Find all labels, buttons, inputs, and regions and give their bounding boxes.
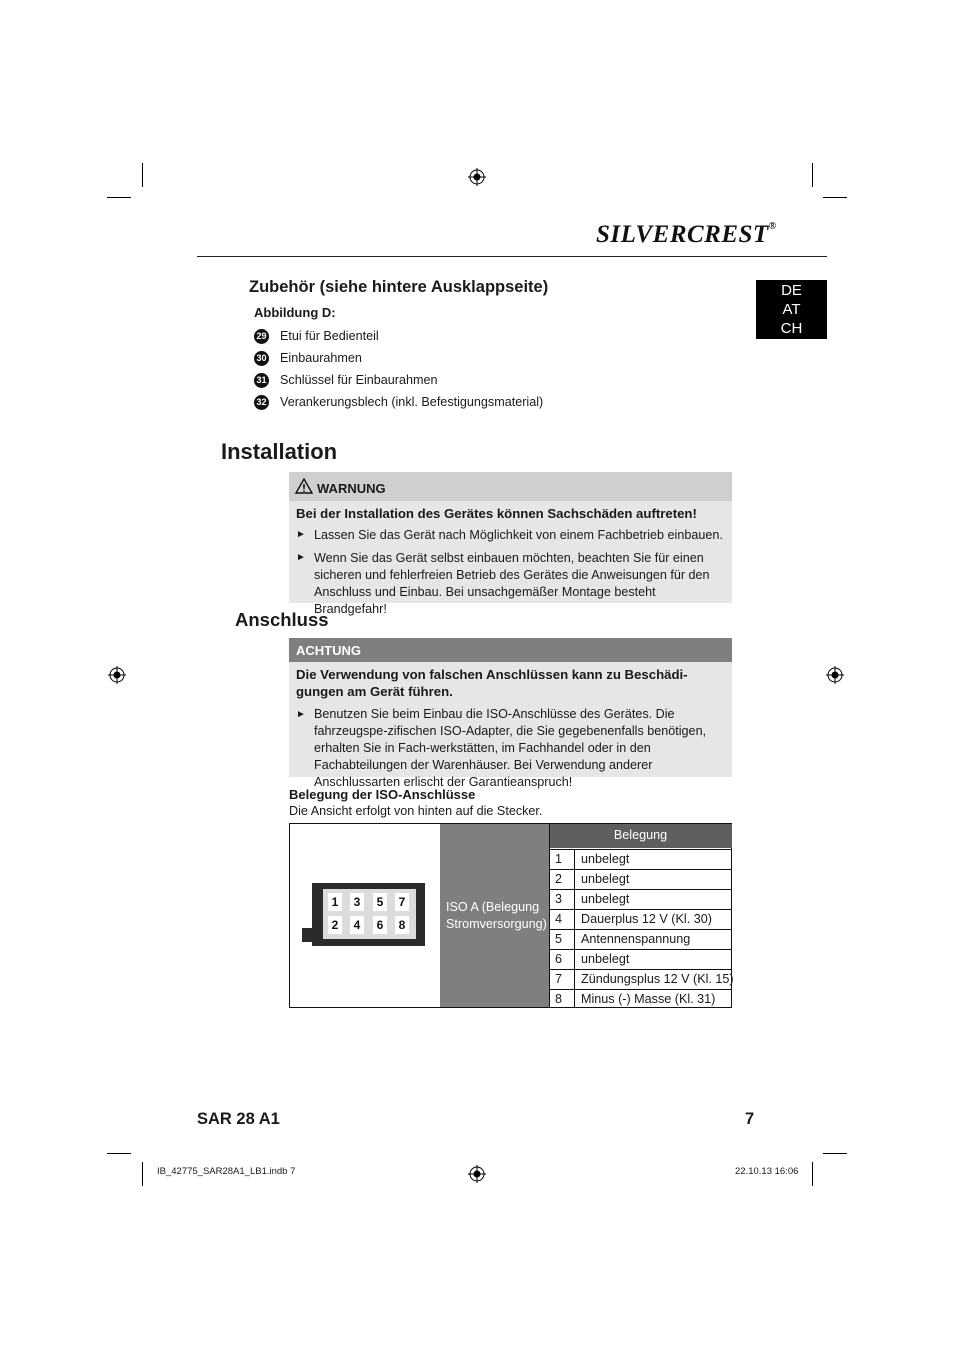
iso-note: Die Ansicht erfolgt von hinten auf die Stecker. [289,804,543,818]
crop-mark [107,197,131,198]
warning-header [289,472,732,501]
pin-number: 1 [549,850,575,869]
warning-panel [289,472,732,616]
bullet-arrow-icon: ► [296,709,306,720]
iso-assignment-table [289,823,732,1008]
pin-assignment: Zündungsplus 12 V (Kl. 15) [581,972,734,986]
table-row [549,929,732,949]
language-code: DE [781,282,802,299]
connector-tab [302,928,314,942]
iso-heading: Belegung der ISO-Anschlüsse [289,787,476,802]
connector-pin: 6 [373,916,387,934]
warning-bullet: Wenn Sie das Gerät selbst einbauen möchten, beachten Sie für einen sicheren und fehlerfreien Betrieb des Gerätes die Anweisungen für den Anschluss und Einbau. Bei unsachgemäßer Montage besteht Brandgefahr! [314,551,710,616]
crop-mark [142,1162,143,1186]
page-number: 7 [745,1110,755,1128]
caution-statement: Die Verwendung von falschen Anschlüssen kann zu Beschädi-gungen am Gerät führen. [296,667,688,699]
table-row [549,909,732,929]
crop-mark [823,1153,847,1154]
table-row [549,969,732,989]
print-file-info: IB_42775_SAR28A1_LB1.indb 7 [157,1166,296,1177]
connector-pin: 2 [328,916,342,934]
table-row [549,989,732,1007]
crop-mark [823,197,847,198]
item-label: Einbaurahmen [280,351,362,365]
header-rule [197,256,827,257]
language-tab [756,280,827,339]
pin-number: 8 [549,990,575,1008]
connector-pin: 3 [350,893,364,911]
pin-assignment: unbelegt [581,872,630,886]
crop-mark [812,163,813,187]
caution-header [289,638,732,662]
crop-mark [812,1162,813,1186]
pin-assignment: unbelegt [581,952,630,966]
language-code: AT [782,301,801,318]
connector-label: ISO A (Belegung Stromversorgung) [446,900,547,931]
connector-pin: 4 [350,916,364,934]
connector-label-cell [440,824,549,1007]
caution-label: ACHTUNG [296,643,361,658]
crop-mark [107,1153,131,1154]
pin-number: 2 [549,870,575,889]
crop-mark [142,163,143,187]
item-number-badge: 31 [254,373,269,388]
item-label: Schlüssel für Einbaurahmen [280,373,438,387]
item-number-badge: 30 [254,351,269,366]
table-row [549,869,732,889]
pin-assignment: Minus (-) Masse (Kl. 31) [581,992,716,1006]
pin-assignment: Antennenspannung [581,932,691,946]
pin-number: 5 [549,930,575,949]
accessories-subheading: Abbildung D: [254,305,336,320]
table-row [549,889,732,909]
bullet-arrow-icon: ► [296,552,306,563]
bullet-arrow-icon: ► [296,529,306,540]
section-title-anschluss: Anschluss [235,609,329,630]
item-number-badge: 32 [254,395,269,410]
registration-mark-icon [468,1165,486,1183]
language-code: CH [780,320,803,337]
warning-triangle-icon [295,478,313,494]
iso-connector-diagram [312,883,425,946]
warning-bullet: Lassen Sie das Gerät nach Möglichkeit von einem Fachbetrieb einbauen. [314,528,723,542]
pin-number: 3 [549,890,575,909]
footer-model: SAR 28 A1 [197,1110,280,1128]
pin-assignment: unbelegt [581,892,630,906]
print-date-info: 22.10.13 16:06 [735,1166,799,1177]
registration-mark-icon [826,666,844,684]
table-row [549,949,732,969]
table-row [549,849,732,869]
section-title-installation: Installation [221,439,338,464]
column-header: Belegung [549,824,732,848]
connector-pin: 5 [373,893,387,911]
registration-mark-icon [108,666,126,684]
connector-pin: 1 [328,893,342,911]
pin-number: 7 [549,970,575,989]
warning-label: WARNUNG [317,481,386,496]
caution-panel [289,638,732,789]
pin-number: 4 [549,910,575,929]
assignment-column [549,824,732,1007]
connector-pin: 8 [395,916,409,934]
item-label: Etui für Bedienteil [280,329,379,343]
accessories-heading: Zubehör (siehe hintere Ausklappseite) [249,278,549,296]
brand-logo: SILVERCREST® [596,221,777,248]
connector-pin: 7 [395,893,409,911]
item-number-badge: 29 [254,329,269,344]
pin-assignment: unbelegt [581,852,630,866]
pin-assignment: Dauerplus 12 V (Kl. 30) [581,912,712,926]
item-label: Verankerungsblech (inkl. Befestigungsmaterial) [280,395,544,409]
registration-mark-icon [468,168,486,186]
pin-number: 6 [549,950,575,969]
caution-bullet: Benutzen Sie beim Einbau die ISO-Anschlüsse des Gerätes. Die fahrzeugspe-zifischen ISO-Adapter, die Sie gegebenenfalls benötigen, erhalten Sie in Fach-werkstätten, im Fachhandel oder in den Fachabteilungen der Warenhäuser. Bei Verwendung anderer Anschlussarten erlischt der Garantieanspruch! [314,707,707,789]
connector-diagram-cell [290,824,441,1007]
warning-statement: Bei der Installation des Gerätes können Sachschäden auftreten! [296,506,697,521]
